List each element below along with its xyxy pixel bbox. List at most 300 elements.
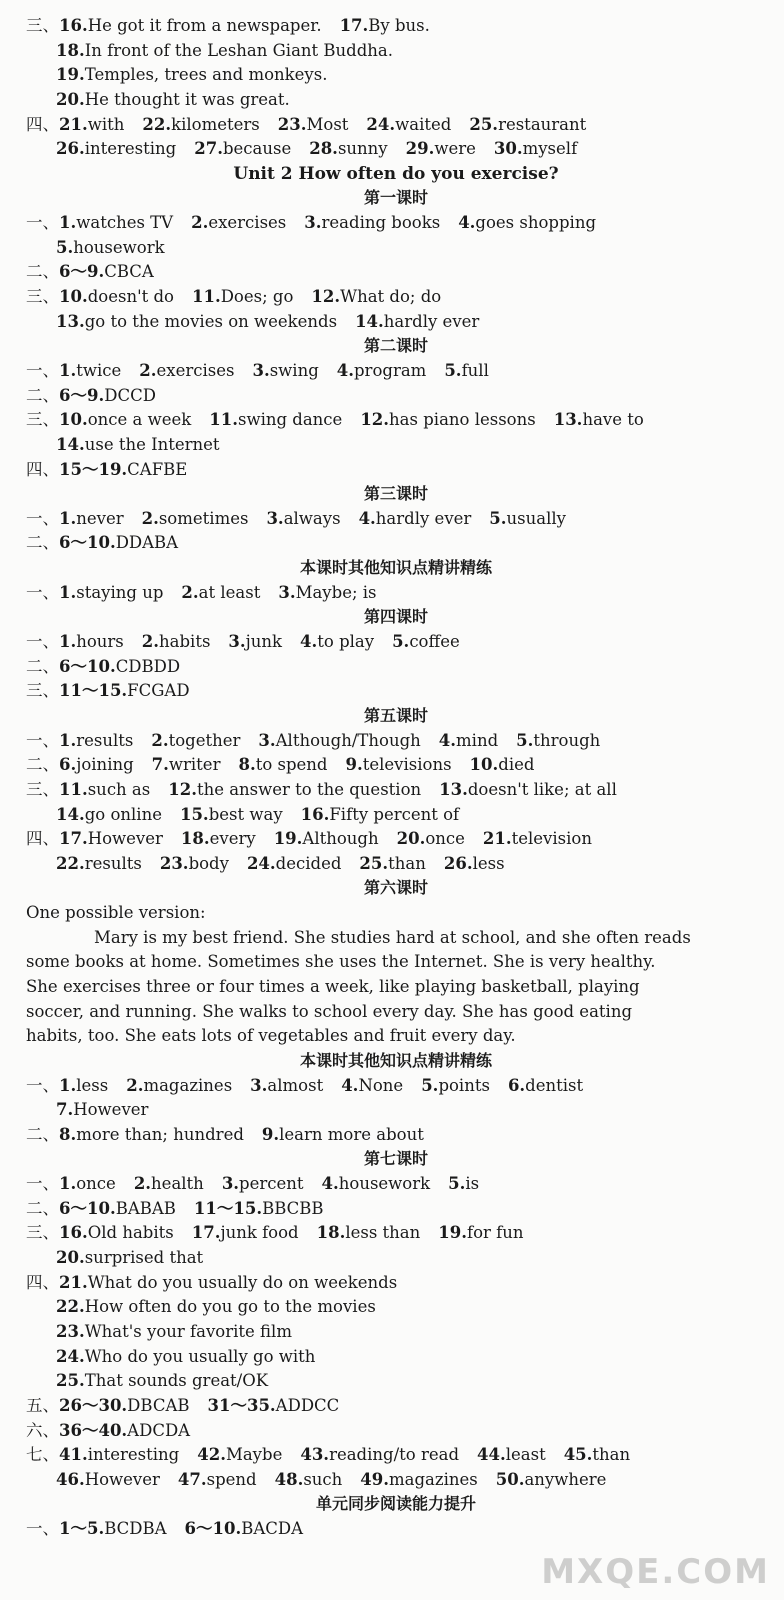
answer-item xyxy=(59,780,150,799)
answer-text: television xyxy=(511,829,592,849)
question-number: 27. xyxy=(194,139,223,159)
answer-item xyxy=(209,410,342,429)
essay-line: some books at home. Sometimes she uses the Internet. She is very healthy. xyxy=(26,952,656,972)
question-number: 5. xyxy=(448,1174,466,1194)
answer-text: ADCDA xyxy=(127,1420,191,1440)
question-number: 1. xyxy=(59,632,77,652)
question-number: 29. xyxy=(405,139,435,159)
question-number: 5. xyxy=(392,632,410,652)
answer-text: magazines xyxy=(389,1469,478,1489)
answer-item xyxy=(56,854,142,873)
question-number: 26～30. xyxy=(59,1395,128,1415)
answer-text: go online xyxy=(84,804,162,824)
answer-text: more than; hundred xyxy=(76,1124,244,1144)
question-number: 7. xyxy=(151,755,169,775)
section-marker: 三、 xyxy=(26,410,59,430)
answer-item xyxy=(59,731,133,750)
answer-line xyxy=(26,803,766,828)
answer-line xyxy=(26,88,766,113)
answer-text: He got it from a newspaper. xyxy=(87,16,322,35)
answer-line xyxy=(26,1468,766,1493)
answer-text: sometimes xyxy=(158,508,249,528)
answer-text: the answer to the question xyxy=(196,779,422,799)
answer-text: However xyxy=(87,829,163,849)
answer-text: He thought it was great. xyxy=(84,89,290,109)
answer-text: interesting xyxy=(87,1445,180,1465)
question-number: 44. xyxy=(477,1445,506,1465)
question-number: 20. xyxy=(56,89,85,109)
answer-item xyxy=(181,583,260,602)
question-number: 23. xyxy=(277,114,307,134)
answer-key-page xyxy=(26,14,766,1542)
section-heading: 第二课时 xyxy=(363,336,428,356)
answer-text: best way xyxy=(208,804,283,824)
question-number: 2. xyxy=(191,213,209,233)
answer-item xyxy=(59,681,190,700)
answer-item xyxy=(322,1174,431,1193)
question-number: 23. xyxy=(56,1321,85,1341)
answer-item xyxy=(59,1174,116,1193)
answer-text: Although xyxy=(302,829,379,849)
answer-text: junk food xyxy=(220,1223,299,1243)
answer-item xyxy=(360,1470,477,1489)
question-number: 6～10. xyxy=(59,656,116,676)
question-number: 3. xyxy=(266,508,284,528)
question-number: 17. xyxy=(191,1223,221,1243)
question-number: 18. xyxy=(180,829,210,849)
answer-text: Maybe xyxy=(225,1445,283,1465)
question-number: 10. xyxy=(469,755,499,775)
answer-line xyxy=(26,113,766,138)
answer-item xyxy=(59,361,121,380)
question-number: 3. xyxy=(252,360,270,380)
section-heading: 第五课时 xyxy=(363,705,428,725)
answer-text: such xyxy=(303,1469,343,1489)
question-number: 46. xyxy=(56,1469,85,1489)
answer-item xyxy=(192,1223,299,1242)
section-marker: 四、 xyxy=(26,1272,59,1292)
question-number: 11. xyxy=(59,779,88,799)
question-number: 8. xyxy=(59,1124,77,1144)
answer-item xyxy=(421,1076,490,1095)
answer-text: DBCAB xyxy=(127,1395,190,1415)
answer-item xyxy=(126,1076,232,1095)
answer-item xyxy=(142,509,249,528)
watermark-logo: MXQE.COM xyxy=(541,1552,770,1592)
answer-text: None xyxy=(358,1075,404,1095)
section-marker: 三、 xyxy=(26,681,59,701)
answer-item xyxy=(366,115,451,134)
answer-text: than xyxy=(592,1445,631,1465)
answer-text: joining xyxy=(76,755,134,775)
section-marker: 一、 xyxy=(26,360,59,380)
answer-line xyxy=(26,1074,766,1099)
answer-text: through xyxy=(533,730,601,750)
essay-line: One possible version: xyxy=(26,903,206,923)
question-number: 1. xyxy=(59,213,77,233)
answer-text: swing dance xyxy=(237,410,343,430)
answer-text: Who do you usually go with xyxy=(84,1346,316,1366)
question-number: 45. xyxy=(563,1445,593,1465)
question-number: 43. xyxy=(300,1445,330,1465)
question-number: 16. xyxy=(59,1223,88,1243)
answer-text: usually xyxy=(506,508,566,528)
answer-text: points xyxy=(438,1075,490,1095)
answer-item xyxy=(496,1470,607,1489)
question-number: 13. xyxy=(56,311,85,331)
question-number: 16. xyxy=(59,16,88,35)
answer-item xyxy=(397,829,465,848)
answer-text: interesting xyxy=(84,139,177,159)
answer-item xyxy=(59,115,124,134)
answer-item xyxy=(59,755,134,774)
section-marker: 六、 xyxy=(26,1420,59,1440)
question-number: 28. xyxy=(309,139,338,159)
answer-text: sunny xyxy=(337,139,388,159)
answer-text: surprised that xyxy=(84,1248,204,1268)
answer-item xyxy=(516,731,600,750)
answer-text: waited xyxy=(395,114,452,134)
section-heading: 单元同步阅读能力提升 xyxy=(315,1494,476,1514)
question-number: 25. xyxy=(56,1371,85,1391)
answer-item xyxy=(252,361,318,380)
answer-item xyxy=(311,287,441,306)
question-number: 4. xyxy=(358,508,376,528)
question-number: 19. xyxy=(273,829,303,849)
answer-item xyxy=(178,1470,257,1489)
answer-item xyxy=(444,854,505,873)
question-number: 47. xyxy=(177,1469,207,1489)
section-marker: 二、 xyxy=(26,755,59,775)
answer-text: How often do you go to the movies xyxy=(84,1297,376,1317)
answer-item xyxy=(168,780,421,799)
answer-text: almost xyxy=(267,1075,324,1095)
answer-item xyxy=(59,657,180,676)
question-number: 10. xyxy=(59,287,88,307)
answer-item xyxy=(564,1445,630,1464)
answer-item xyxy=(59,262,154,281)
answer-text: Does; go xyxy=(220,287,294,307)
answer-line xyxy=(26,1517,766,1542)
question-number: 5. xyxy=(444,360,462,380)
answer-text: least xyxy=(505,1445,546,1465)
question-number: 21. xyxy=(59,114,88,134)
question-number: 22. xyxy=(142,114,172,134)
answer-item xyxy=(56,1347,315,1366)
question-number: 41. xyxy=(59,1445,88,1465)
section-heading: 第六课时 xyxy=(363,878,428,898)
question-number: 36～40. xyxy=(59,1420,128,1440)
question-number: 1. xyxy=(59,360,77,380)
question-number: 5. xyxy=(489,508,507,528)
question-number: 11. xyxy=(191,287,221,307)
answer-text: CAFBE xyxy=(127,459,188,479)
answer-item xyxy=(59,632,124,651)
answer-text: for fun xyxy=(467,1223,524,1243)
answer-line xyxy=(26,137,766,162)
answer-item xyxy=(340,16,430,35)
question-number: 1. xyxy=(59,1075,77,1095)
answer-item xyxy=(59,509,124,528)
answer-text: Temples, trees and monkeys. xyxy=(84,65,328,85)
section-marker: 二、 xyxy=(26,533,59,553)
answer-line xyxy=(26,1369,766,1394)
question-number: 22. xyxy=(56,1297,85,1317)
answer-text: health xyxy=(151,1174,204,1194)
answer-text: What's your favorite film xyxy=(84,1321,292,1341)
section-heading: Unit 2 How often do you exercise? xyxy=(233,163,559,184)
answer-item xyxy=(470,755,535,774)
answer-text: exercises xyxy=(208,213,287,233)
answer-line xyxy=(26,1320,766,1345)
answer-text: What do; do xyxy=(340,287,442,307)
answer-item xyxy=(152,755,221,774)
answer-item xyxy=(56,41,393,60)
question-number: 9. xyxy=(345,755,363,775)
section-marker: 二、 xyxy=(26,262,59,282)
question-number: 17. xyxy=(339,16,369,35)
answer-line xyxy=(26,260,766,285)
essay-line: Mary is my best friend. She studies hard at school, and she often reads xyxy=(94,927,691,947)
answer-text: less than xyxy=(345,1223,421,1243)
answer-item xyxy=(262,1125,424,1144)
answer-item xyxy=(180,805,283,824)
answer-item xyxy=(508,1076,583,1095)
question-number: 31～35. xyxy=(207,1395,276,1415)
answer-item xyxy=(59,1223,174,1242)
answer-item xyxy=(301,805,460,824)
answer-text: DDABA xyxy=(115,533,179,553)
question-number: 1. xyxy=(59,508,77,528)
question-number: 11～15. xyxy=(193,1198,263,1218)
question-number: 42. xyxy=(197,1445,226,1465)
question-number: 23. xyxy=(159,853,189,873)
answer-text: However xyxy=(73,1100,149,1120)
answer-text: body xyxy=(188,853,229,873)
answer-line xyxy=(26,433,766,458)
question-number: 1. xyxy=(59,1174,77,1194)
answer-text: go to the movies on weekends xyxy=(84,311,338,331)
answer-item xyxy=(59,1199,176,1218)
answer-text: goes shopping xyxy=(475,213,597,233)
question-number: 21. xyxy=(482,829,512,849)
answer-item xyxy=(309,139,387,158)
answer-text: died xyxy=(498,755,535,775)
answer-line xyxy=(26,1221,766,1246)
answer-item xyxy=(274,829,379,848)
answer-text: once a week xyxy=(87,410,192,430)
answer-item xyxy=(142,632,211,651)
question-number: 6～10. xyxy=(184,1519,242,1539)
section-marker: 四、 xyxy=(26,114,59,134)
question-number: 6. xyxy=(507,1075,526,1095)
question-number: 4. xyxy=(458,213,476,233)
question-number: 25. xyxy=(469,114,499,134)
answer-item xyxy=(359,509,472,528)
question-number: 3. xyxy=(304,213,322,233)
answer-text: use the Internet xyxy=(84,434,220,454)
answer-text: junk xyxy=(245,632,283,652)
question-number: 30. xyxy=(493,139,523,159)
answer-text: housework xyxy=(338,1174,431,1194)
answer-text: Although/Though xyxy=(275,730,421,750)
answer-line xyxy=(26,14,766,39)
answer-line xyxy=(26,655,766,680)
question-number: 5. xyxy=(516,730,534,750)
answer-item xyxy=(300,632,374,651)
answer-line xyxy=(26,1172,766,1197)
answer-item xyxy=(59,460,187,479)
question-number: 4. xyxy=(336,360,354,380)
answer-item xyxy=(160,854,229,873)
section-heading: 本课时其他知识点精讲精练 xyxy=(299,1050,492,1070)
answer-item xyxy=(392,632,460,651)
section-marker: 一、 xyxy=(26,632,59,652)
answer-item xyxy=(192,287,293,306)
answer-line xyxy=(26,581,766,606)
answer-item xyxy=(197,1445,282,1464)
answer-item xyxy=(258,731,420,750)
answer-item xyxy=(554,410,644,429)
answer-item xyxy=(483,829,592,848)
question-number: 1～5. xyxy=(59,1519,105,1539)
question-number: 2. xyxy=(139,360,157,380)
answer-item xyxy=(56,90,290,109)
question-number: 22. xyxy=(56,853,85,873)
answer-line xyxy=(26,827,766,852)
answer-item xyxy=(300,1445,459,1464)
answer-text: Fifty percent of xyxy=(329,804,460,824)
answer-text: coffee xyxy=(409,632,460,652)
section-marker: 三、 xyxy=(26,1223,59,1243)
section-marker: 一、 xyxy=(26,213,59,233)
section-marker: 三、 xyxy=(26,779,59,799)
answer-item xyxy=(59,16,322,35)
answer-text: What do you usually do on weekends xyxy=(87,1272,398,1292)
answer-text: BCDBA xyxy=(104,1519,167,1539)
answer-text: staying up xyxy=(76,582,164,602)
section-marker: 二、 xyxy=(26,385,59,405)
answer-text: hours xyxy=(76,632,124,652)
answer-item xyxy=(458,213,596,232)
answer-item xyxy=(250,1076,323,1095)
section-heading: 本课时其他知识点精讲精练 xyxy=(299,558,492,578)
answer-text: program xyxy=(354,360,427,380)
answer-line xyxy=(26,531,766,556)
question-number: 6. xyxy=(59,755,77,775)
answer-line xyxy=(26,778,766,803)
question-number: 20. xyxy=(56,1248,85,1268)
answer-text: habits xyxy=(159,632,211,652)
question-number: 3. xyxy=(250,1075,268,1095)
section-marker: 四、 xyxy=(26,829,59,849)
question-number: 18. xyxy=(316,1223,346,1243)
question-number: 18. xyxy=(56,40,85,60)
answer-line xyxy=(26,753,766,778)
question-number: 6～10. xyxy=(59,533,116,553)
question-number: 4. xyxy=(300,632,318,652)
answer-item xyxy=(56,435,220,454)
answer-item xyxy=(134,1174,204,1193)
answer-line xyxy=(26,1271,766,1296)
answer-item xyxy=(194,1199,324,1218)
question-number: 13. xyxy=(553,410,583,430)
answer-item xyxy=(278,583,376,602)
question-number: 14. xyxy=(56,804,85,824)
question-number: 1. xyxy=(59,582,77,602)
answer-item xyxy=(151,731,240,750)
answer-item xyxy=(448,1174,479,1193)
section-marker: 一、 xyxy=(26,1519,59,1539)
answer-item xyxy=(139,361,234,380)
answer-text: BBCBB xyxy=(262,1198,324,1218)
answer-text: kilometers xyxy=(171,114,260,134)
answer-line xyxy=(26,384,766,409)
answer-item xyxy=(59,1421,190,1440)
answer-text: learn more about xyxy=(279,1124,424,1144)
answer-item xyxy=(317,1223,421,1242)
question-number: 12. xyxy=(360,410,390,430)
answer-text: In front of the Leshan Giant Buddha. xyxy=(84,40,393,60)
answer-item xyxy=(56,1248,203,1267)
answer-line xyxy=(26,285,766,310)
answer-item xyxy=(238,755,327,774)
answer-text: results xyxy=(84,853,142,873)
answer-text: FCGAD xyxy=(127,681,190,701)
section-marker: 二、 xyxy=(26,656,59,676)
answer-text: together xyxy=(168,730,241,750)
answer-item xyxy=(360,410,535,429)
answer-item xyxy=(359,854,425,873)
answer-line xyxy=(26,458,766,483)
answer-item xyxy=(56,1322,292,1341)
answer-item xyxy=(59,1273,397,1292)
question-number: 49. xyxy=(360,1469,390,1489)
answer-line xyxy=(26,39,766,64)
answer-item xyxy=(337,361,427,380)
answer-text: exercises xyxy=(156,360,235,380)
question-number: 26. xyxy=(443,853,473,873)
answer-text: writer xyxy=(168,755,221,775)
answer-item xyxy=(59,1396,190,1415)
answer-text: reading books xyxy=(321,213,441,233)
answer-line xyxy=(26,211,766,236)
section-heading: 第七课时 xyxy=(363,1149,428,1169)
answer-item xyxy=(477,1445,546,1464)
answer-text: Most xyxy=(306,114,349,134)
answer-item xyxy=(59,386,156,405)
answer-text: every xyxy=(209,829,256,849)
answer-item xyxy=(194,139,291,158)
answer-text: reading/to read xyxy=(329,1445,459,1465)
answer-text: than xyxy=(388,853,426,873)
answer-line xyxy=(26,408,766,433)
section-marker: 七、 xyxy=(26,1445,59,1465)
question-number: 48. xyxy=(274,1469,304,1489)
question-number: 2. xyxy=(151,730,169,750)
section-heading: 第四课时 xyxy=(363,607,428,627)
answer-item xyxy=(191,213,286,232)
question-number: 15. xyxy=(179,804,209,824)
answer-line xyxy=(26,236,766,261)
answer-text: is xyxy=(465,1174,480,1194)
essay-line: habits, too. She eats lots of vegetables and fruit every day. xyxy=(26,1026,516,1046)
question-number: 15～19. xyxy=(59,459,128,479)
section-marker: 五、 xyxy=(26,1395,59,1415)
answer-item xyxy=(56,1100,148,1119)
answer-item xyxy=(59,287,174,306)
answer-item xyxy=(469,115,586,134)
